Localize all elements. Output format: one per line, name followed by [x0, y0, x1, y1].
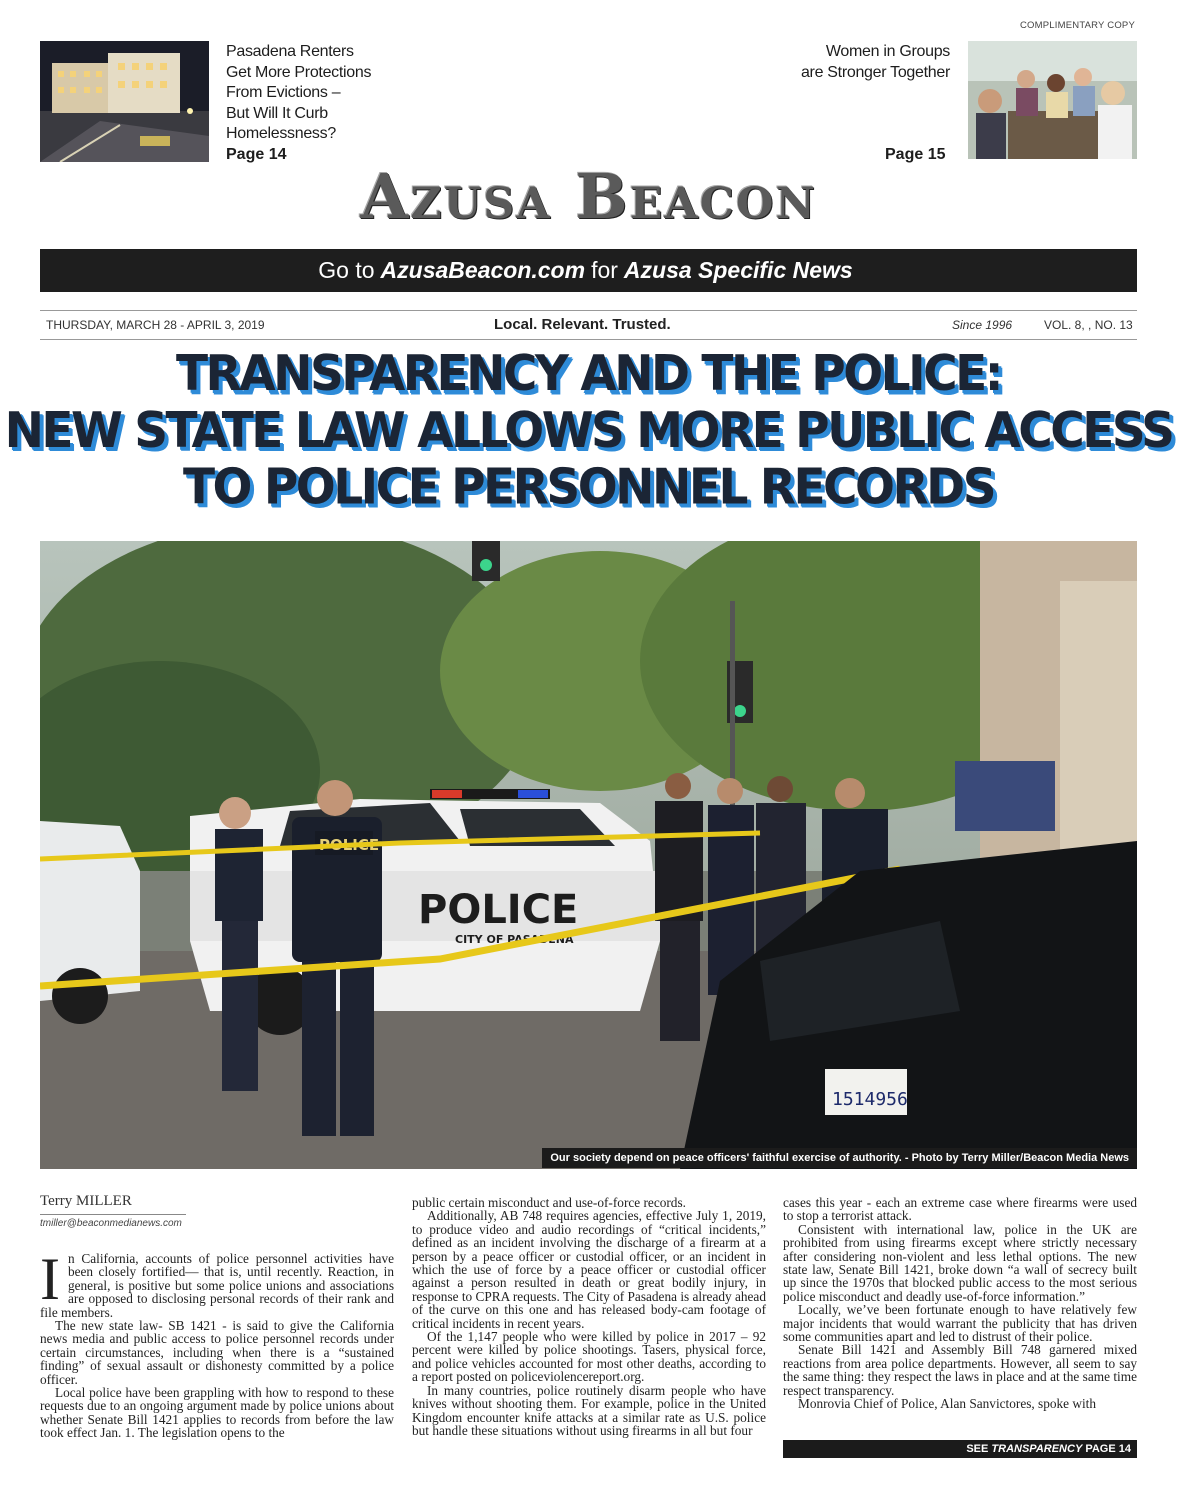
door-city-text: CITY OF PASADENA — [455, 933, 574, 946]
night-street-image — [40, 41, 209, 162]
license-plate-text: 1514956 — [832, 1089, 908, 1110]
teaser-left-photo[interactable] — [40, 41, 209, 162]
door-police-text: POLICE — [418, 887, 579, 933]
photo-caption: Our society depend on peace officers' faithful exercise of authority. - Photo by Terry Miller/Beacon Media News — [542, 1148, 1137, 1168]
article-column-2: public certain misconduct and use-of-force records. Additionally, AB 748 requires agencies, effective July 1, 2019, to produce video and audio recordings of “critical incidents,” defined as an incident involving the discharge of a firearm at a person by a peace officer or custodial officer, or an incident in which the use of force by a peace officer or custodial officer against a person resulted in death or great bodily injury, in response to CPRA requests. The City of Pasadena is already ahead of the curve on this one and has released body-cam footage of critical incidents in recent years. Of the 1,147 people who were killed by police in 2017 – 92 percent were killed by police shootings. Tasers, physical force, and police vehicles accounted for most other deaths, according to a report posted on policeviolencereport.org. In many countries, police routinely disarm people who have knives without shooting them. For example, police in the United Kingdom encounter knife attacks at a similar rate as U.S. police but handle these situations without using firearms in all but four — [412, 1195, 766, 1438]
teaser-left-page[interactable]: Page 14 — [226, 146, 287, 163]
main-headline: TRANSPARENCY AND THE POLICE: NEW STATE LAW ALLOWS MORE PUBLIC ACCESS TO POLICE PERSONNEL RECORDS — [4, 344, 1173, 517]
women-group-image — [968, 41, 1137, 159]
author-name: Terry MILLER — [40, 1193, 132, 1209]
police-scene-image — [40, 541, 1137, 1169]
dateline-bar — [40, 310, 1137, 340]
drop-cap: I — [40, 1246, 60, 1312]
teaser-right-photo[interactable] — [968, 41, 1137, 159]
teaser-right-page[interactable]: Page 15 — [885, 146, 946, 163]
complimentary-copy-label: COMPLIMENTARY COPY — [1020, 20, 1135, 31]
byline-rule — [40, 1214, 186, 1215]
article-column-3: cases this year - each an extreme case where firearms were used to stop a terrorist attack. Consistent with international law, police in the UK are prohibited from using firearms except where strictly necessary after considering non-violent and less lethal options. The new state law, Senate Bill 1421, broke down “a wall of secrecy built up since the 1970s that blocked public access to the most serious police misconduct and deadly use-of-force information.” Locally, we’ve been fortunate enough to have relatively few major incidents that would warrant the publicity that has driven some communities apart and led to distrust of their police. Senate Bill 1421 and Assembly Bill 748 garnered mixed reactions from area police departments. However, all seem to say the same thing: they respect the laws in place and at the same time respect transparency. Monrovia Chief of Police, Alan Sanvictores, spoke with — [783, 1195, 1137, 1412]
main-photo[interactable] — [40, 541, 1137, 1169]
vest-police-text: POLICE — [319, 836, 380, 854]
continue-jump-link[interactable]: SEE TRANSPARENCY PAGE 14 — [783, 1440, 1137, 1458]
paper-motto: Local. Relevant. Trusted. — [494, 316, 671, 333]
website-banner[interactable]: Go to AzusaBeacon.com for Azusa Specific News — [40, 249, 1137, 292]
author-email[interactable]: tmiller@beaconmedianews.com — [40, 1218, 182, 1229]
teaser-right-title[interactable]: Women in Groups are Stronger Together — [800, 43, 950, 81]
teaser-left-title[interactable]: Pasadena Renters Get More Protections From Evictions – But Will It Curb Homelessness? — [226, 43, 372, 142]
volume-number: VOL. 8, , NO. 13 — [1044, 318, 1133, 332]
issue-date: THURSDAY, MARCH 28 - APRIL 3, 2019 — [46, 318, 265, 332]
article-column-1: I n California, accounts of police personnel activities have been closely fortified— that is, until recently. Reaction, in general, is positive but some police unions and associations are opposed to disclosing personal records of their rank and file members. The new state law- SB 1421 - is said to give the California news media and public access to police personnel records under certain circumstances, including when there is a “sustained finding” of sexual assault or dishonesty committed by a police officer. Local police have been grappling with how to respond to these requests due to an ongoing argument made by police unions about whether Senate Bill 1421 applies to records from before the law took effect Jan. 1. The legislation opens to the — [40, 1246, 394, 1441]
banner-tagline: Azusa Specific News — [623, 257, 853, 283]
since-year: Since 1996 — [952, 318, 1013, 332]
banner-site[interactable]: AzusaBeacon.com — [380, 257, 586, 283]
masthead-title: Azusa Beacon — [360, 160, 817, 233]
officer-left — [215, 797, 263, 1091]
